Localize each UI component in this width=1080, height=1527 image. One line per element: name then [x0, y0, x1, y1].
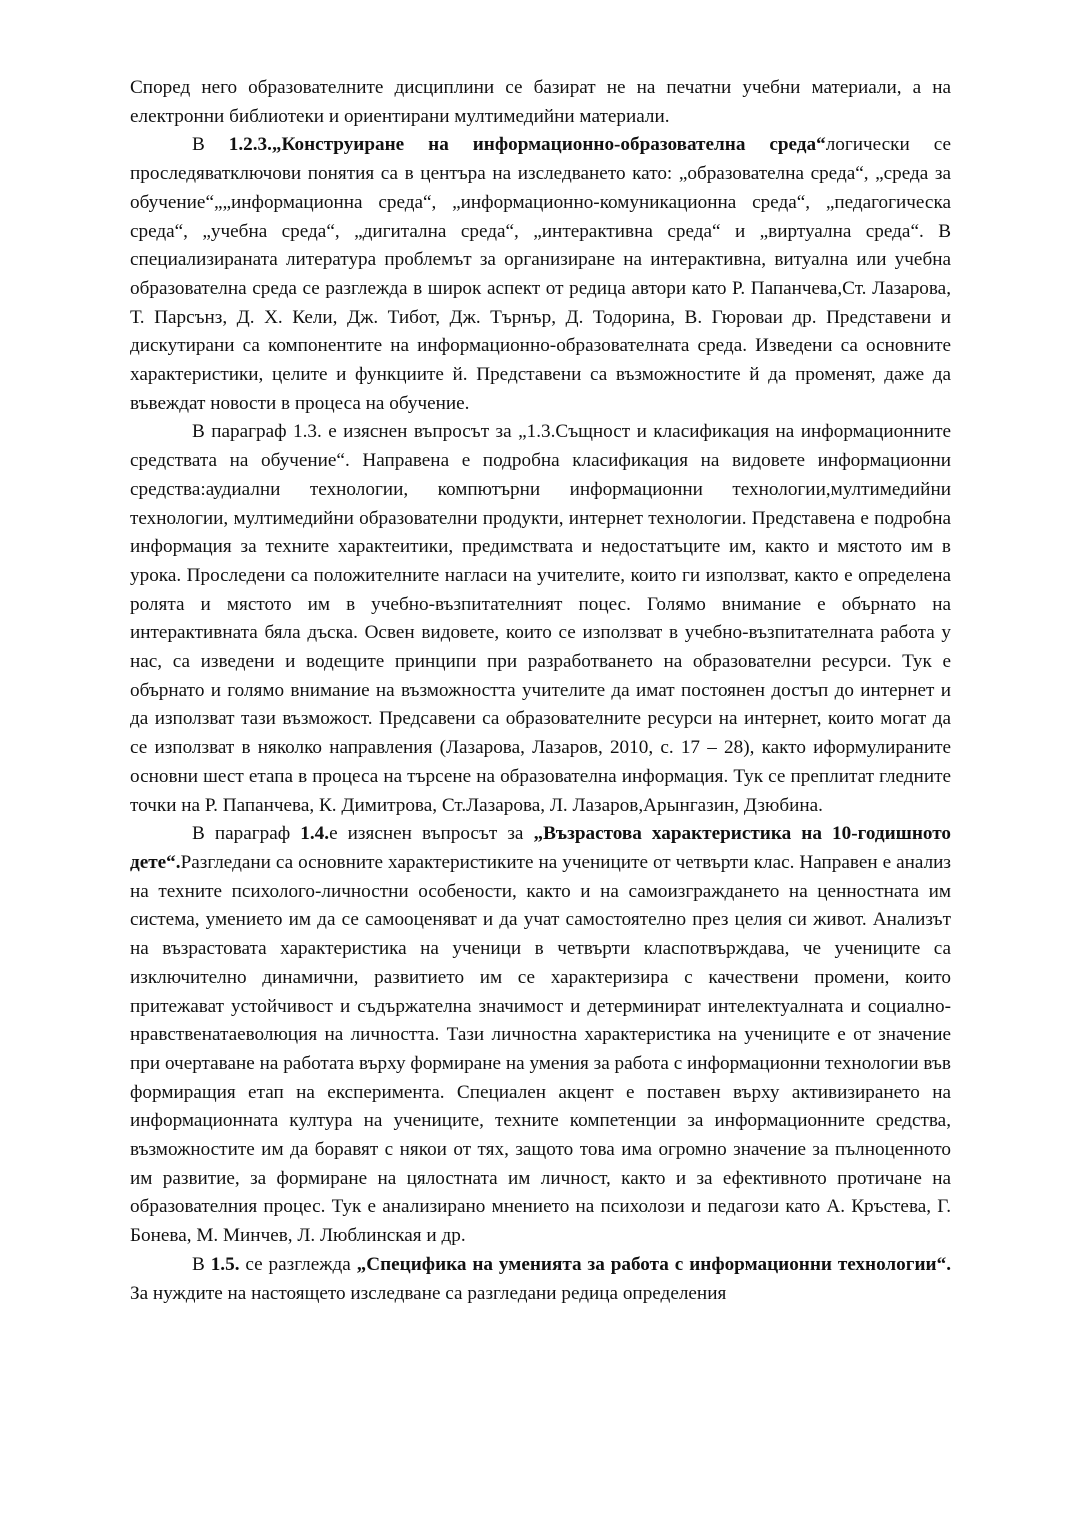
text-run: е изяснен въпросът за — [329, 823, 534, 845]
text-run: За нуждите на настоящето изследване са разгледани редица определения — [130, 1282, 727, 1304]
paragraph-section-1-5 — [130, 1251, 951, 1308]
section-number-1-4: 1.4. — [300, 823, 330, 845]
text-run: В — [192, 134, 229, 156]
text-run: се разглежда — [239, 1253, 357, 1275]
document-page — [130, 74, 951, 1308]
paragraph-section-1-4 — [130, 820, 951, 1251]
section-heading-1-4: „Възрастова характеристика на 10-годишното дете“. — [130, 823, 952, 873]
paragraph-intro — [130, 74, 951, 131]
text-run: Според него образователните дисциплини се базират не на печатни учебни материали, а на електронни библиотеки и ориентирани мултимедийни материали. — [130, 77, 951, 127]
text-run: В параграф — [192, 823, 301, 845]
paragraph-section-1-2-3 — [130, 131, 951, 418]
text-run: В — [192, 1253, 211, 1275]
section-number-1-5: 1.5. — [210, 1253, 240, 1275]
section-heading-1-5: „Специфика на уменията за работа с информационни технологии“. — [356, 1253, 951, 1275]
text-run: В параграф 1.3. е изяснен въпросът за „1.3.Същност и класификация на информационните средствата на обучение“. Направена е подробна класификация на видовете информационни средства:аудиални технологии, компютърни информационни технологии,мултимедийни технологии, мултимедийни образователни продукти, интернет технологии. Представена е подробна информация за техните характеитики, предимствата и недостатъците им, както и мястото им в урока. Проследени са положителните нагласи на учителите, които ги използват, както е определена ролята и мястото им в учебно-възпитателният поцес. Голямо внимание е обърнато на интерактивната бяла дъска. Освен видовете, които се използват в учебно-възпитателната работа у нас, са изведени и водещите принципи при разработването на образователни ресурси. Тук е обърнато и голямо внимание на възможността учителите да имат постоянен достъп до интернет и да използват тази възможост. Предсавени са образователните ресурси на интернет, които могат да се използват в няколко направления (Лазарова, Лазаров, 2010, с. 17 – 28), както иформулираните основни шест етапа в процеса на търсене на образователна информация. Тук се преплитат гледните точки на Р. Папанчева, К. Димитрова, Ст.Лазарова, Л. Лазаров,Арынгазин, Дзюбина. — [130, 421, 951, 816]
paragraph-section-1-3 — [130, 418, 951, 820]
text-run: логически се проследяватключови понятия са в центъра на изследването като: „образователна среда“, „среда за обучение“„„информационна среда“, „информационно-комуникационна среда“, „педагогическа среда“, „учебна среда“, „дигитална среда“, „интерактивна среда“ и „виртуална среда“. В специализираната литература проблемът за организиране на интерактивна, витуална или учебна образователна среда се разглежда в широк аспект от редица автори като Р. Папанчева,Ст. Лазарова, Т. Парсънз, Д. Х. Кели, Дж. Тибот, Дж. Търнър, Д. Тодорина, В. Гюроваи др. Представени и дискутирани са компонентите на информационно-образователната среда. Изведени са основните характеристики, целите и функциите й. Представени са възможностите й да променят, даже да въвеждат новости в процеса на обучение. — [130, 134, 951, 414]
text-run: Разгледани са основните характеристиките на учениците от четвърти клас. Направен е анализ на техните психолого-личностни особености, както и на самоизграждането на ценностната им система, умението им да се самооценяват и да учат самостоятелно през целия си живот. Анализът на възрастовата характеристика на ученици в четвърти класпотвърждава, че учениците са изключително динамични, развитието им се характеризира с качествени промени, които притежават устойчивост и съдържателна значимост и детерминират интелектуалната и социално-нравственатаеволюция на личността. Тази личностна характеристика на учениците е от значение при очертаване на работата върху формиране на умения за работа с информационни технологии във формиращия етап на експеримента. Специален акцент е поставен върху активизирането на информационната култура на учениците, техните компетенции за информационните средства, възможностите им да боравят с някои от тях, защото това има огромно значение за пълноценното им развитие, за формиране на цялостната им личност, както и за ефективното протичане на образователния процес. Тук е анализирано мнението на психолози и педагози като А. Кръстева, Г. Бонева, М. Минчев, Л. Люблинская и др. — [130, 851, 951, 1247]
section-heading-1-2-3: 1.2.3.„Конструиране на информационно-образователна среда“ — [228, 134, 826, 156]
